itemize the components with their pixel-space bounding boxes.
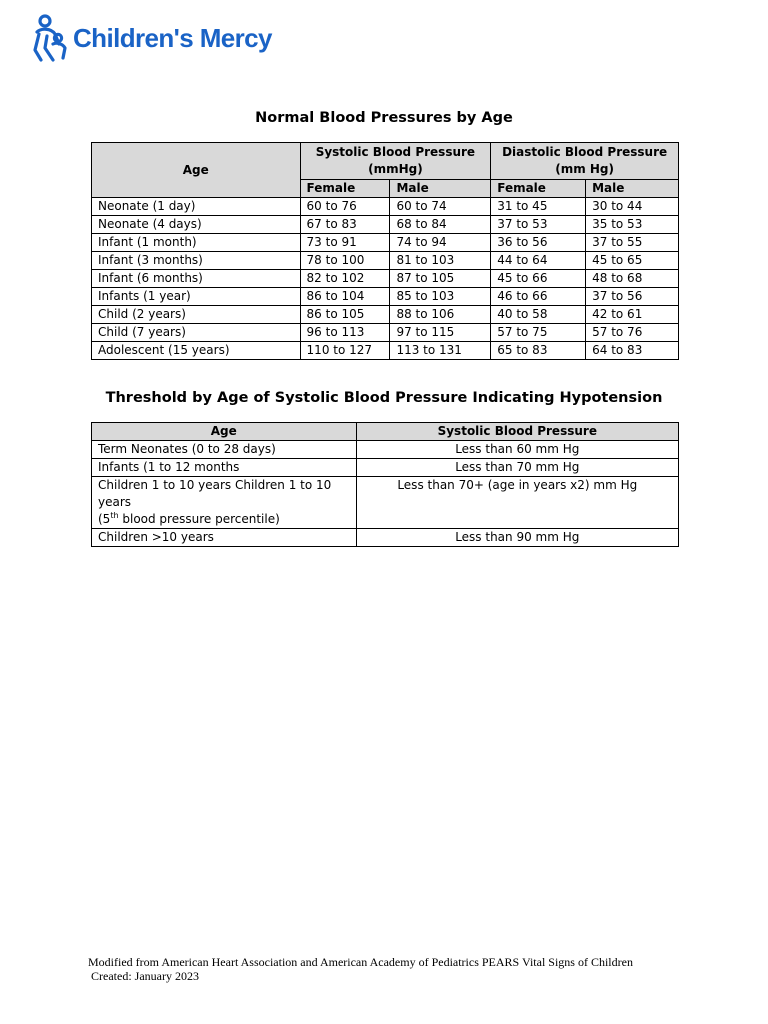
footer-source: Modified from American Heart Association and American Academy of Pediatrics PEARS Vital Signs of Children [88, 955, 633, 969]
table-row [92, 459, 679, 477]
cell-systolic-male: 88 to 106 [390, 306, 491, 324]
cell-value: Less than 60 mm Hg [356, 441, 678, 459]
cell-diastolic-female: 37 to 53 [491, 216, 586, 234]
brand-logo [31, 12, 272, 64]
header-age: Age [92, 423, 357, 441]
header-systolic: Systolic Blood Pressure (mmHg) [300, 143, 491, 180]
table-row [92, 306, 679, 324]
cell-diastolic-female: 45 to 66 [491, 270, 586, 288]
cell-age: Children >10 years [92, 529, 357, 547]
table-row [92, 342, 679, 360]
subheader-systolic-female: Female [300, 180, 390, 198]
header-diastolic: Diastolic Blood Pressure (mm Hg) [491, 143, 679, 180]
cell-diastolic-female: 44 to 64 [491, 252, 586, 270]
cell-systolic-male: 113 to 131 [390, 342, 491, 360]
cell-diastolic-male: 42 to 61 [586, 306, 679, 324]
table-header-row [92, 143, 679, 180]
cell-age: Infants (1 to 12 months [92, 459, 357, 477]
cell-diastolic-male: 37 to 55 [586, 234, 679, 252]
table-row [92, 270, 679, 288]
cell-age: Term Neonates (0 to 28 days) [92, 441, 357, 459]
table-header-row [92, 423, 679, 441]
cell-value: Less than 90 mm Hg [356, 529, 678, 547]
table-row [92, 529, 679, 547]
cell-systolic-female: 73 to 91 [300, 234, 390, 252]
cell-diastolic-female: 31 to 45 [491, 198, 586, 216]
cell-diastolic-male: 35 to 53 [586, 216, 679, 234]
cell-diastolic-male: 57 to 76 [586, 324, 679, 342]
cell-systolic-male: 97 to 115 [390, 324, 491, 342]
cell-systolic-female: 67 to 83 [300, 216, 390, 234]
subheader-diastolic-male: Male [586, 180, 679, 198]
cell-value: Less than 70+ (age in years x2) mm Hg [356, 477, 678, 529]
subheader-diastolic-female: Female [491, 180, 586, 198]
table-row [92, 441, 679, 459]
header-systolic: Systolic Blood Pressure [356, 423, 678, 441]
cell-age: Child (7 years) [92, 324, 301, 342]
table1-title: Normal Blood Pressures by Age [255, 110, 513, 126]
cell-age: Adolescent (15 years) [92, 342, 301, 360]
cell-diastolic-male: 37 to 56 [586, 288, 679, 306]
cell-systolic-female: 86 to 105 [300, 306, 390, 324]
cell-age: Neonate (1 day) [92, 198, 301, 216]
cell-systolic-male: 87 to 105 [390, 270, 491, 288]
cell-diastolic-female: 65 to 83 [491, 342, 586, 360]
table-row [92, 234, 679, 252]
cell-diastolic-female: 46 to 66 [491, 288, 586, 306]
cell-systolic-female: 78 to 100 [300, 252, 390, 270]
cell-systolic-male: 85 to 103 [390, 288, 491, 306]
cell-age: Infants (1 year) [92, 288, 301, 306]
cell-diastolic-female: 57 to 75 [491, 324, 586, 342]
cell-diastolic-female: 36 to 56 [491, 234, 586, 252]
cell-age: Child (2 years) [92, 306, 301, 324]
normal-bp-table [91, 142, 679, 360]
cell-systolic-male: 74 to 94 [390, 234, 491, 252]
footer-created: Created: January 2023 [91, 969, 199, 983]
cell-age: Neonate (4 days) [92, 216, 301, 234]
hypotension-threshold-table [91, 422, 679, 547]
cell-systolic-female: 96 to 113 [300, 324, 390, 342]
table-row [92, 198, 679, 216]
cell-age: Children 1 to 10 years Children 1 to 10 years (5th blood pressure percentile) [92, 477, 357, 529]
cell-value: Less than 70 mm Hg [356, 459, 678, 477]
header-age: Age [92, 143, 301, 198]
cell-systolic-male: 60 to 74 [390, 198, 491, 216]
cell-systolic-male: 81 to 103 [390, 252, 491, 270]
brand-name: Children's Mercy [73, 23, 272, 53]
cell-diastolic-female: 40 to 58 [491, 306, 586, 324]
cell-systolic-female: 82 to 102 [300, 270, 390, 288]
cell-systolic-female: 86 to 104 [300, 288, 390, 306]
cell-systolic-female: 60 to 76 [300, 198, 390, 216]
cell-diastolic-male: 30 to 44 [586, 198, 679, 216]
table-row [92, 288, 679, 306]
cell-age: Infant (6 months) [92, 270, 301, 288]
cell-age: Infant (1 month) [92, 234, 301, 252]
cell-diastolic-male: 64 to 83 [586, 342, 679, 360]
table-row [92, 324, 679, 342]
footer [88, 955, 633, 983]
subheader-systolic-male: Male [390, 180, 491, 198]
cell-systolic-female: 110 to 127 [300, 342, 390, 360]
cell-diastolic-male: 45 to 65 [586, 252, 679, 270]
children-mercy-family-icon [31, 14, 71, 62]
table-row [92, 216, 679, 234]
table-row [92, 252, 679, 270]
cell-diastolic-male: 48 to 68 [586, 270, 679, 288]
cell-systolic-male: 68 to 84 [390, 216, 491, 234]
cell-age: Infant (3 months) [92, 252, 301, 270]
table-row [92, 477, 679, 529]
table2-title: Threshold by Age of Systolic Blood Pressure Indicating Hypotension [105, 390, 663, 406]
